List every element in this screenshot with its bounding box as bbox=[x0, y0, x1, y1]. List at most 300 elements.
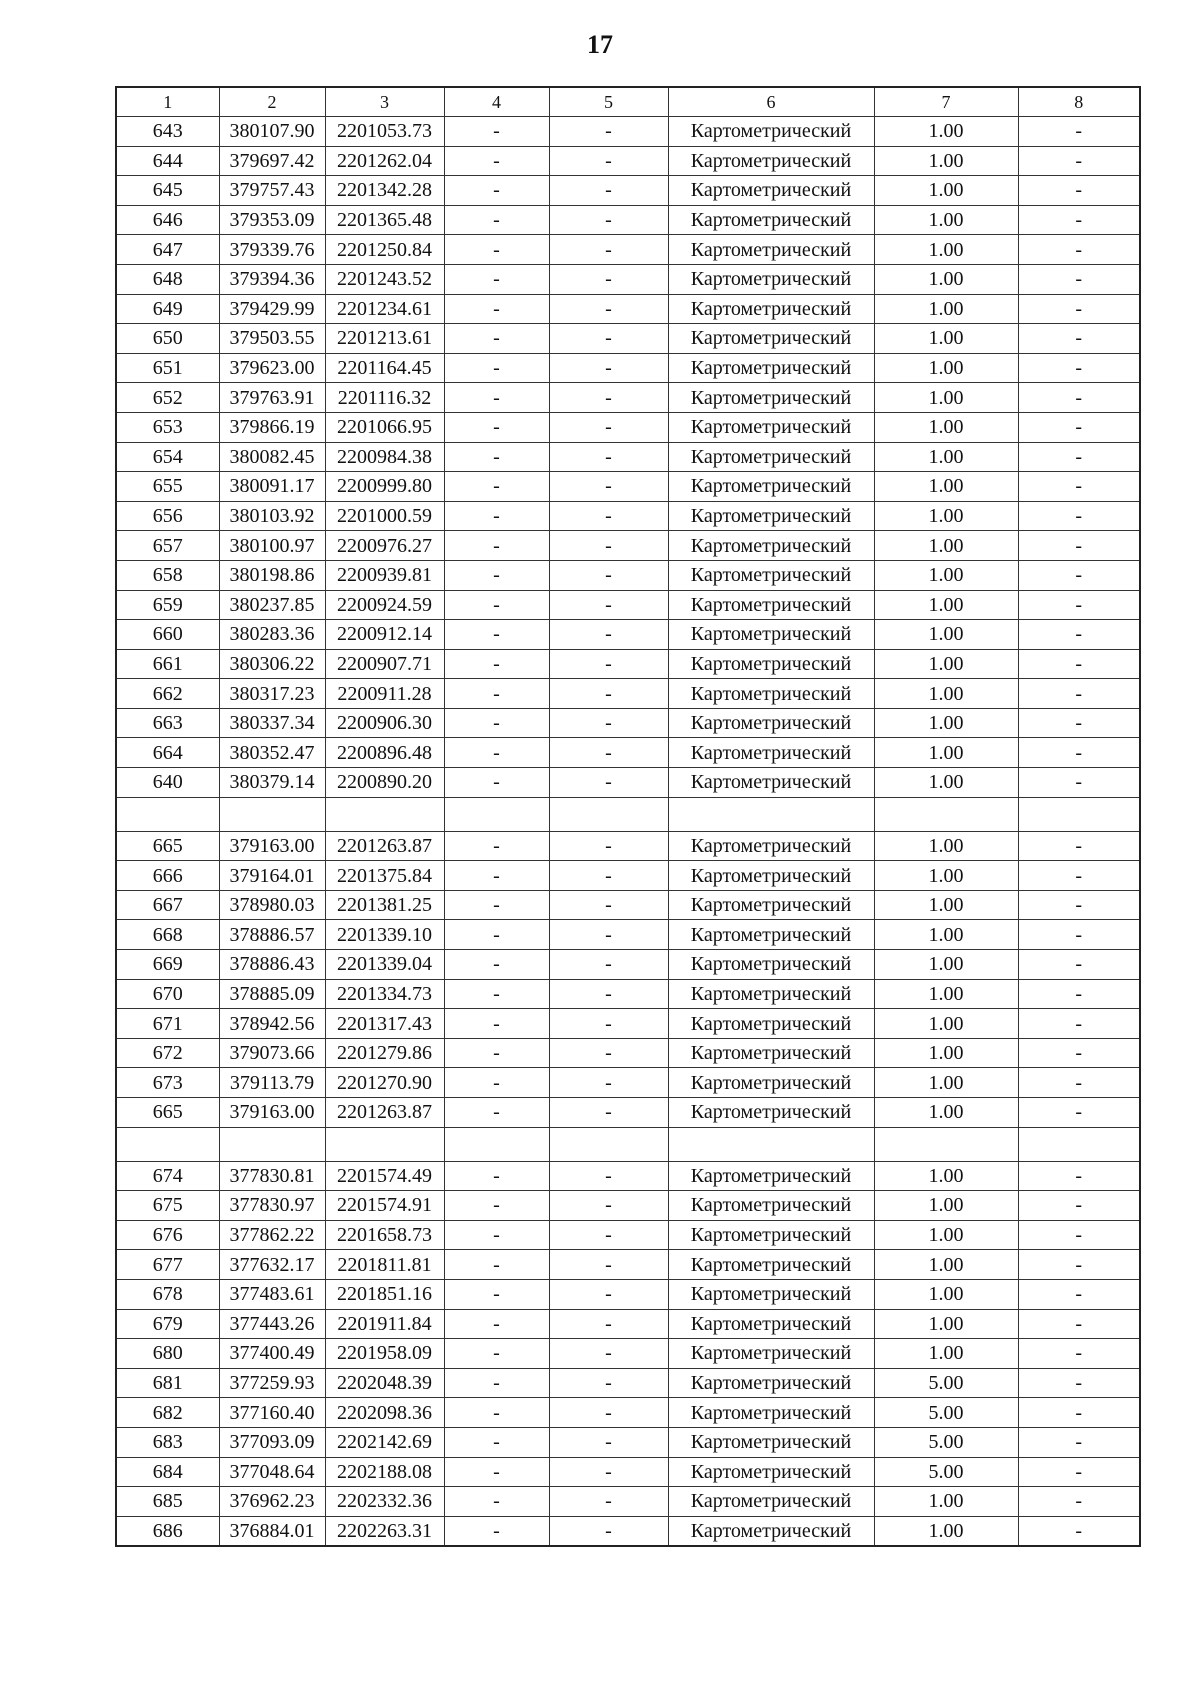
table-cell: - bbox=[1018, 979, 1140, 1009]
table-cell: Картометрический bbox=[668, 176, 874, 206]
table-row bbox=[116, 1516, 1140, 1546]
table-cell: - bbox=[549, 501, 668, 531]
table-cell: - bbox=[1018, 708, 1140, 738]
table-cell: 377483.61 bbox=[219, 1279, 325, 1309]
table-cell: - bbox=[1018, 738, 1140, 768]
table-cell: - bbox=[1018, 890, 1140, 920]
table-cell: 379163.00 bbox=[219, 1098, 325, 1128]
empty-cell bbox=[668, 797, 874, 831]
table-cell: 1.00 bbox=[874, 1339, 1018, 1369]
table-cell: Картометрический bbox=[668, 1339, 874, 1369]
section-separator-row bbox=[116, 797, 1140, 831]
table-cell: 2201243.52 bbox=[325, 264, 444, 294]
table-cell: 1.00 bbox=[874, 590, 1018, 620]
table-cell: 2201066.95 bbox=[325, 412, 444, 442]
table-row bbox=[116, 442, 1140, 472]
table-cell: - bbox=[1018, 1220, 1140, 1250]
table-cell: 5.00 bbox=[874, 1427, 1018, 1457]
table-cell: 1.00 bbox=[874, 1161, 1018, 1191]
table-cell: 379763.91 bbox=[219, 383, 325, 413]
table-cell: - bbox=[549, 1250, 668, 1280]
table-cell: Картометрический bbox=[668, 1098, 874, 1128]
table-cell: - bbox=[444, 950, 549, 980]
table-cell: - bbox=[1018, 1457, 1140, 1487]
table-cell: Картометрический bbox=[668, 861, 874, 891]
table-cell: 377830.81 bbox=[219, 1161, 325, 1191]
table-cell: 5.00 bbox=[874, 1368, 1018, 1398]
section-separator-row bbox=[116, 1127, 1140, 1161]
table-cell: - bbox=[549, 412, 668, 442]
table-row bbox=[116, 412, 1140, 442]
table-cell: Картометрический bbox=[668, 1191, 874, 1221]
table-cell: 665 bbox=[116, 1098, 219, 1128]
table-cell: Картометрический bbox=[668, 294, 874, 324]
table-cell: - bbox=[1018, 679, 1140, 709]
table-cell: 2200907.71 bbox=[325, 649, 444, 679]
table-row bbox=[116, 1309, 1140, 1339]
table-cell: - bbox=[549, 920, 668, 950]
table-cell: 377093.09 bbox=[219, 1427, 325, 1457]
table-cell: - bbox=[1018, 861, 1140, 891]
table-cell: 1.00 bbox=[874, 738, 1018, 768]
table-cell: 2201317.43 bbox=[325, 1009, 444, 1039]
table-cell: - bbox=[1018, 1250, 1140, 1280]
table-cell: 380198.86 bbox=[219, 560, 325, 590]
table-cell: - bbox=[444, 472, 549, 502]
table-cell: - bbox=[1018, 235, 1140, 265]
table-cell: Картометрический bbox=[668, 890, 874, 920]
table-cell: 1.00 bbox=[874, 1191, 1018, 1221]
table-cell: 677 bbox=[116, 1250, 219, 1280]
table-cell: Картометрический bbox=[668, 950, 874, 980]
table-cell: - bbox=[549, 235, 668, 265]
table-cell: 667 bbox=[116, 890, 219, 920]
table-cell: Картометрический bbox=[668, 324, 874, 354]
table-row bbox=[116, 1279, 1140, 1309]
table-cell: Картометрический bbox=[668, 412, 874, 442]
table-cell: - bbox=[549, 472, 668, 502]
table-cell: 379339.76 bbox=[219, 235, 325, 265]
table-cell: - bbox=[549, 1457, 668, 1487]
table-cell: 377830.97 bbox=[219, 1191, 325, 1221]
table-row bbox=[116, 294, 1140, 324]
table-cell: 1.00 bbox=[874, 950, 1018, 980]
table-cell: 1.00 bbox=[874, 890, 1018, 920]
table-cell: - bbox=[1018, 1368, 1140, 1398]
table-cell: 1.00 bbox=[874, 620, 1018, 650]
table-cell: 378886.57 bbox=[219, 920, 325, 950]
table-cell: 378942.56 bbox=[219, 1009, 325, 1039]
table-cell: 1.00 bbox=[874, 146, 1018, 176]
table-cell: 661 bbox=[116, 649, 219, 679]
table-cell: Картометрический bbox=[668, 353, 874, 383]
table-cell: 377048.64 bbox=[219, 1457, 325, 1487]
table-cell: - bbox=[444, 1250, 549, 1280]
table-cell: 380082.45 bbox=[219, 442, 325, 472]
empty-cell bbox=[116, 797, 219, 831]
table-row bbox=[116, 649, 1140, 679]
table-cell: 659 bbox=[116, 590, 219, 620]
empty-cell bbox=[874, 1127, 1018, 1161]
table-row bbox=[116, 1487, 1140, 1517]
table-cell: Картометрический bbox=[668, 708, 874, 738]
table-cell: 650 bbox=[116, 324, 219, 354]
table-row bbox=[116, 176, 1140, 206]
table-cell: 2201234.61 bbox=[325, 294, 444, 324]
table-cell: - bbox=[444, 831, 549, 861]
table-cell: - bbox=[549, 590, 668, 620]
table-cell: - bbox=[549, 560, 668, 590]
table-cell: 682 bbox=[116, 1398, 219, 1428]
table-cell: - bbox=[1018, 353, 1140, 383]
table-cell: - bbox=[444, 353, 549, 383]
table-cell: 2200912.14 bbox=[325, 620, 444, 650]
table-cell: - bbox=[1018, 920, 1140, 950]
table-cell: - bbox=[444, 979, 549, 1009]
table-cell: Картометрический bbox=[668, 620, 874, 650]
table-row bbox=[116, 1398, 1140, 1428]
table-cell: 1.00 bbox=[874, 979, 1018, 1009]
table-cell: - bbox=[444, 649, 549, 679]
table-cell: 1.00 bbox=[874, 501, 1018, 531]
table-cell: 2202188.08 bbox=[325, 1457, 444, 1487]
table-cell: - bbox=[1018, 501, 1140, 531]
table-cell: 1.00 bbox=[874, 1038, 1018, 1068]
table-cell: - bbox=[444, 205, 549, 235]
table-cell: - bbox=[444, 412, 549, 442]
empty-cell bbox=[219, 797, 325, 831]
table-cell: - bbox=[444, 1068, 549, 1098]
table-cell: - bbox=[444, 620, 549, 650]
table-cell: 2201263.87 bbox=[325, 831, 444, 861]
table-row bbox=[116, 1068, 1140, 1098]
table-cell: 2201279.86 bbox=[325, 1038, 444, 1068]
table-cell: - bbox=[1018, 1279, 1140, 1309]
table-cell: - bbox=[444, 383, 549, 413]
table-cell: 378980.03 bbox=[219, 890, 325, 920]
table-row bbox=[116, 1457, 1140, 1487]
table-row bbox=[116, 205, 1140, 235]
table-cell: 1.00 bbox=[874, 1220, 1018, 1250]
table-cell: 1.00 bbox=[874, 560, 1018, 590]
table-cell: 2201053.73 bbox=[325, 117, 444, 147]
table-cell: - bbox=[444, 920, 549, 950]
table-cell: - bbox=[549, 1516, 668, 1546]
table-cell: 379394.36 bbox=[219, 264, 325, 294]
table-row bbox=[116, 920, 1140, 950]
table-header-row bbox=[116, 87, 1140, 117]
table-cell: 380337.34 bbox=[219, 708, 325, 738]
table-cell: - bbox=[444, 1398, 549, 1428]
table-cell: Картометрический bbox=[668, 1279, 874, 1309]
table-cell: - bbox=[1018, 264, 1140, 294]
table-cell: 1.00 bbox=[874, 442, 1018, 472]
table-cell: 2200924.59 bbox=[325, 590, 444, 620]
table-cell: Картометрический bbox=[668, 831, 874, 861]
table-cell: Картометрический bbox=[668, 1457, 874, 1487]
table-cell: 1.00 bbox=[874, 708, 1018, 738]
table-cell: - bbox=[1018, 1161, 1140, 1191]
table-row bbox=[116, 738, 1140, 768]
column-header: 3 bbox=[325, 87, 444, 117]
table-cell: Картометрический bbox=[668, 1038, 874, 1068]
table-cell: - bbox=[549, 1398, 668, 1428]
table-cell: 380107.90 bbox=[219, 117, 325, 147]
table-cell: - bbox=[549, 176, 668, 206]
table-cell: 1.00 bbox=[874, 472, 1018, 502]
table-cell: 657 bbox=[116, 531, 219, 561]
table-cell: - bbox=[444, 117, 549, 147]
table-cell: Картометрический bbox=[668, 472, 874, 502]
table-cell: Картометрический bbox=[668, 146, 874, 176]
table-cell: Картометрический bbox=[668, 979, 874, 1009]
table-cell: - bbox=[444, 768, 549, 798]
table-cell: - bbox=[444, 1279, 549, 1309]
empty-cell bbox=[549, 1127, 668, 1161]
table-cell: 2201851.16 bbox=[325, 1279, 444, 1309]
table-cell: 665 bbox=[116, 831, 219, 861]
table-row bbox=[116, 117, 1140, 147]
table-cell: 660 bbox=[116, 620, 219, 650]
page-number: 17 bbox=[587, 30, 613, 59]
table-cell: - bbox=[1018, 324, 1140, 354]
table-cell: - bbox=[1018, 1068, 1140, 1098]
table-cell: - bbox=[549, 1368, 668, 1398]
table-cell: 663 bbox=[116, 708, 219, 738]
table-cell: - bbox=[549, 1487, 668, 1517]
table-cell: - bbox=[444, 176, 549, 206]
table-cell: - bbox=[549, 1009, 668, 1039]
table-cell: Картометрический bbox=[668, 1516, 874, 1546]
table-cell: 1.00 bbox=[874, 1487, 1018, 1517]
table-cell: 680 bbox=[116, 1339, 219, 1369]
empty-cell bbox=[325, 1127, 444, 1161]
table-cell: - bbox=[444, 1098, 549, 1128]
table-cell: 380103.92 bbox=[219, 501, 325, 531]
table-cell: 379757.43 bbox=[219, 176, 325, 206]
table-cell: - bbox=[549, 1161, 668, 1191]
table-cell: - bbox=[444, 1487, 549, 1517]
table-cell: 1.00 bbox=[874, 324, 1018, 354]
table-cell: - bbox=[444, 146, 549, 176]
table-cell: 377632.17 bbox=[219, 1250, 325, 1280]
table-cell: Картометрический bbox=[668, 920, 874, 950]
table-cell: - bbox=[549, 1038, 668, 1068]
table-cell: - bbox=[549, 679, 668, 709]
table-cell: 2200999.80 bbox=[325, 472, 444, 502]
table-cell: 379429.99 bbox=[219, 294, 325, 324]
table-cell: 2201164.45 bbox=[325, 353, 444, 383]
table-cell: 679 bbox=[116, 1309, 219, 1339]
table-cell: - bbox=[444, 679, 549, 709]
table-cell: 2202142.69 bbox=[325, 1427, 444, 1457]
table-cell: 2201911.84 bbox=[325, 1309, 444, 1339]
table-cell: 379164.01 bbox=[219, 861, 325, 891]
table-cell: 684 bbox=[116, 1457, 219, 1487]
table-cell: - bbox=[1018, 531, 1140, 561]
table-cell: - bbox=[549, 979, 668, 1009]
table-cell: 377400.49 bbox=[219, 1339, 325, 1369]
table-cell: - bbox=[1018, 294, 1140, 324]
empty-cell bbox=[444, 797, 549, 831]
column-header: 8 bbox=[1018, 87, 1140, 117]
table-cell: - bbox=[549, 1309, 668, 1339]
table-cell: 2200939.81 bbox=[325, 560, 444, 590]
table-cell: - bbox=[444, 708, 549, 738]
table-cell: 2201334.73 bbox=[325, 979, 444, 1009]
table-cell: 646 bbox=[116, 205, 219, 235]
table-cell: Картометрический bbox=[668, 1009, 874, 1039]
table-cell: 683 bbox=[116, 1427, 219, 1457]
table-cell: 2202048.39 bbox=[325, 1368, 444, 1398]
table-cell: - bbox=[1018, 1009, 1140, 1039]
table-cell: - bbox=[444, 264, 549, 294]
table-cell: 2201339.04 bbox=[325, 950, 444, 980]
table-cell: 380091.17 bbox=[219, 472, 325, 502]
table-cell: 2201342.28 bbox=[325, 176, 444, 206]
table-cell: - bbox=[1018, 1098, 1140, 1128]
table-cell: - bbox=[1018, 1191, 1140, 1221]
table-cell: 1.00 bbox=[874, 1250, 1018, 1280]
table-cell: - bbox=[1018, 176, 1140, 206]
table-cell: 681 bbox=[116, 1368, 219, 1398]
table-row bbox=[116, 831, 1140, 861]
table-cell: 673 bbox=[116, 1068, 219, 1098]
table-cell: Картометрический bbox=[668, 768, 874, 798]
table-cell: - bbox=[549, 1427, 668, 1457]
table-cell: 376962.23 bbox=[219, 1487, 325, 1517]
table-cell: 676 bbox=[116, 1220, 219, 1250]
table-cell: 377160.40 bbox=[219, 1398, 325, 1428]
table-cell: 1.00 bbox=[874, 117, 1018, 147]
table-row bbox=[116, 353, 1140, 383]
table-cell: Картометрический bbox=[668, 649, 874, 679]
empty-cell bbox=[874, 797, 1018, 831]
table-cell: - bbox=[549, 205, 668, 235]
column-header: 2 bbox=[219, 87, 325, 117]
table-cell: 377862.22 bbox=[219, 1220, 325, 1250]
table-cell: 2201116.32 bbox=[325, 383, 444, 413]
table-cell: 675 bbox=[116, 1191, 219, 1221]
empty-cell bbox=[116, 1127, 219, 1161]
table-cell: - bbox=[549, 117, 668, 147]
table-cell: - bbox=[1018, 1339, 1140, 1369]
table-cell: 685 bbox=[116, 1487, 219, 1517]
table-cell: 2201958.09 bbox=[325, 1339, 444, 1369]
table-cell: Картометрический bbox=[668, 560, 874, 590]
table-row bbox=[116, 501, 1140, 531]
table-cell: 5.00 bbox=[874, 1398, 1018, 1428]
table-cell: Картометрический bbox=[668, 501, 874, 531]
table-row bbox=[116, 531, 1140, 561]
table-cell: - bbox=[1018, 205, 1140, 235]
table-cell: 380237.85 bbox=[219, 590, 325, 620]
table-cell: Картометрический bbox=[668, 1161, 874, 1191]
table-cell: - bbox=[444, 294, 549, 324]
table-cell: - bbox=[549, 620, 668, 650]
table-cell: - bbox=[1018, 442, 1140, 472]
table-cell: 380352.47 bbox=[219, 738, 325, 768]
column-header: 5 bbox=[549, 87, 668, 117]
table-cell: 2200890.20 bbox=[325, 768, 444, 798]
table-cell: 1.00 bbox=[874, 861, 1018, 891]
table-row bbox=[116, 472, 1140, 502]
table-cell: 2201339.10 bbox=[325, 920, 444, 950]
table-row bbox=[116, 708, 1140, 738]
table-cell: - bbox=[444, 560, 549, 590]
table-row bbox=[116, 1098, 1140, 1128]
table-cell: 1.00 bbox=[874, 235, 1018, 265]
table-row bbox=[116, 768, 1140, 798]
table-cell: - bbox=[1018, 1487, 1140, 1517]
table-cell: - bbox=[1018, 950, 1140, 980]
table-row bbox=[116, 1250, 1140, 1280]
table-cell: 1.00 bbox=[874, 1098, 1018, 1128]
table-cell: 1.00 bbox=[874, 649, 1018, 679]
table-cell: - bbox=[444, 1191, 549, 1221]
table-cell: 2201574.91 bbox=[325, 1191, 444, 1221]
table-cell: - bbox=[549, 1279, 668, 1309]
column-header: 1 bbox=[116, 87, 219, 117]
table-cell: 2201381.25 bbox=[325, 890, 444, 920]
table-cell: - bbox=[444, 738, 549, 768]
table-cell: - bbox=[549, 442, 668, 472]
table-cell: - bbox=[444, 1368, 549, 1398]
table-cell: - bbox=[549, 1339, 668, 1369]
table-cell: Картометрический bbox=[668, 1427, 874, 1457]
table-cell: - bbox=[549, 708, 668, 738]
table-row bbox=[116, 1427, 1140, 1457]
table-cell: 379353.09 bbox=[219, 205, 325, 235]
table-cell: 377443.26 bbox=[219, 1309, 325, 1339]
table-cell: - bbox=[1018, 1309, 1140, 1339]
table-cell: Картометрический bbox=[668, 1309, 874, 1339]
table-cell: 652 bbox=[116, 383, 219, 413]
table-cell: - bbox=[1018, 472, 1140, 502]
table-cell: - bbox=[1018, 560, 1140, 590]
table-cell: 664 bbox=[116, 738, 219, 768]
table-row bbox=[116, 979, 1140, 1009]
table-cell: - bbox=[549, 950, 668, 980]
table-cell: 2200906.30 bbox=[325, 708, 444, 738]
table-cell: 658 bbox=[116, 560, 219, 590]
table-cell: 1.00 bbox=[874, 831, 1018, 861]
table-cell: 1.00 bbox=[874, 176, 1018, 206]
table-cell: Картометрический bbox=[668, 1368, 874, 1398]
table-cell: 2201375.84 bbox=[325, 861, 444, 891]
table-row bbox=[116, 324, 1140, 354]
column-header: 7 bbox=[874, 87, 1018, 117]
table-cell: 1.00 bbox=[874, 531, 1018, 561]
table-cell: 1.00 bbox=[874, 1309, 1018, 1339]
table-cell: 655 bbox=[116, 472, 219, 502]
table-cell: - bbox=[549, 738, 668, 768]
coordinates-table bbox=[115, 86, 1141, 1547]
table-cell: 1.00 bbox=[874, 412, 1018, 442]
table-cell: - bbox=[549, 861, 668, 891]
table-cell: - bbox=[549, 383, 668, 413]
table-row bbox=[116, 235, 1140, 265]
table-cell: 649 bbox=[116, 294, 219, 324]
table-cell: - bbox=[444, 1038, 549, 1068]
table-cell: - bbox=[444, 1220, 549, 1250]
table-cell: 671 bbox=[116, 1009, 219, 1039]
table-cell: 674 bbox=[116, 1161, 219, 1191]
table-cell: 2200896.48 bbox=[325, 738, 444, 768]
table-row bbox=[116, 1161, 1140, 1191]
empty-cell bbox=[219, 1127, 325, 1161]
table-cell: - bbox=[444, 890, 549, 920]
